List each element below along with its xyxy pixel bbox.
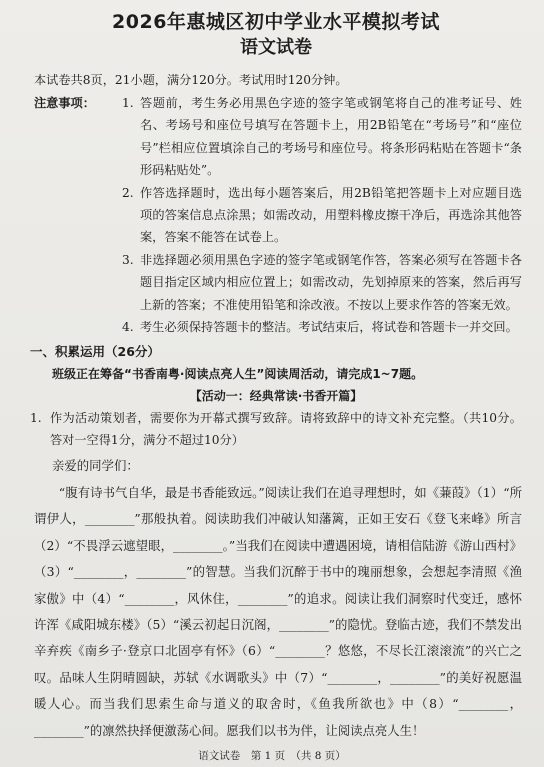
- page-footer: 语文试卷 第 1 页 （共 8 页）: [198, 750, 346, 762]
- speech-text: [30, 453, 522, 743]
- notice-item-number: 3.: [122, 252, 134, 267]
- exam-title: 2026年惠城区初中学业水平模拟考试: [112, 11, 440, 33]
- section-heading: 一、积累运用（26分）: [30, 344, 160, 360]
- notice-list: [122, 92, 522, 338]
- notice-item-number: 4.: [122, 320, 134, 335]
- question-1: [30, 407, 522, 451]
- speech-greeting: 亲爱的同学们：: [52, 458, 139, 474]
- notice-item-text: 作答选择题时，选出每小题答案后，用2B铅笔把答题卡上对应题目选项的答案信息点涂黑；如需改动，用塑料橡皮擦干净后，再选涂其他答案，答案不能答在试卷上。: [140, 185, 522, 245]
- notice-item-text: 答题前，考生务必用黑色字迹的签字笔或钢笔将自己的准考证号、姓名、考场号和座位号填写在答题卡上，用2B铅笔在“考场号”和“座位号”栏相应位置填涂自己的考场号和座位号。将条形码粘贴在答题卡“条形码粘贴处”。: [140, 96, 522, 178]
- exam-subtitle: 语文试卷: [240, 37, 312, 58]
- notice-item: [122, 92, 522, 182]
- notice-item: [122, 249, 522, 316]
- question-text: 作为活动策划者，需要你为开幕式撰写致辞。请将致辞中的诗文补充完整。（共10分。答对一空得1分，满分不超过10分）: [50, 411, 522, 448]
- exam-summary: 本试卷共8页，21小题，满分120分。考试用时120分钟。: [34, 73, 348, 87]
- question-number: 1.: [30, 411, 42, 426]
- section-intro: 班级正在筹备“书香南粤·阅读点亮人生”阅读周活动，请完成1~7题。: [52, 367, 424, 382]
- notice-item: [122, 316, 522, 338]
- speech-body: “腹有诗书气自华，最是书香能致远。”阅读让我们在追寻理想时，如《蒹葭》（1）“所谓伊人，________”那般执着。阅读助我们冲破认知藩篱，正如王安石《登飞来峰》所言（2）“不畏浮云遮望眼，________。”当我们在阅读中遭遇困境，请相信陆游《游山西村》（3）“________，________”的智慧。当我们沉醉于书中的瑰丽想象，会想起李清照《渔家傲》中（4）“________，风休住，________”的追求。阅读让我们洞察时代变迁，感怀许浑《咸阳城东楼》（5）“溪云初起日沉阁，________”的隐忧。登临古迹，我们不禁发出辛弃疾《南乡子·登京口北固亭有怀》（6）“________？悠悠，不尽长江滚滚流”的兴亡之叹。品味人生阴晴圆缺，苏轼《水调歌头》中（7）“________，________”的美好祝愿温暖人心。而当我们思索生命与道义的取舍时，《鱼我所欲也》中（8）“________，________”的凛然抉择便激荡心间。愿我们以书为伴，让阅读点亮人生！: [34, 484, 522, 738]
- notice-item-number: 2.: [122, 185, 134, 200]
- notice-item-number: 1.: [122, 96, 134, 110]
- notice-label: 注意事项：: [34, 96, 95, 110]
- activity-heading: 【活动一：经典常读·书香开篇】: [189, 389, 363, 404]
- notice-item-text: 非选择题必须用黑色字迹的签字笔或钢笔作答，答案必须写在答题卡各题目指定区域内相应位置上；如需改动，先划掉原来的答案，然后再写上新的答案；不准使用铅笔和涂改液。不按以上要求作答的答案无效。: [140, 252, 522, 312]
- notice-item-text: 考生必须保持答题卡的整洁。考试结束后，将试卷和答题卡一并交回。: [140, 320, 518, 335]
- notice-item: [122, 182, 522, 249]
- notice-block: [30, 92, 522, 338]
